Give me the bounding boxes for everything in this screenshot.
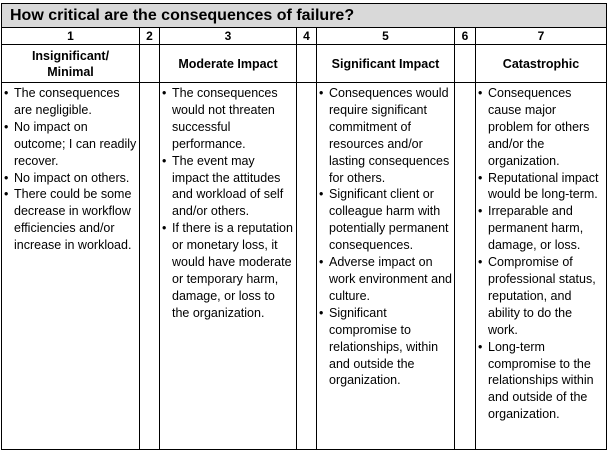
bullet-item: • No impact on outcome; I can readily recover. — [4, 119, 137, 170]
description-empty-2 — [140, 83, 160, 449]
heading-insignificant-text: Insignificant/ Minimal — [31, 48, 110, 79]
description-catastrophic — [476, 83, 606, 449]
heading-moderate-text: Moderate Impact — [178, 56, 278, 71]
heading-empty-4 — [297, 45, 317, 82]
scale-number-7: 7 — [537, 29, 545, 43]
scale-number-6: 6 — [455, 28, 476, 44]
description-moderate — [160, 83, 297, 449]
bullet-item: • Significant client or colleague harm with potentially permanent consequences. — [319, 186, 452, 254]
heading-significant-text: Significant Impact — [331, 56, 440, 71]
description-insignificant — [2, 83, 140, 449]
bullet-item: • Reputational impact would be long-term. — [478, 170, 604, 204]
bullet-item: • Adverse impact on work environment and culture. — [319, 254, 452, 305]
description-empty-6 — [455, 83, 476, 449]
heading-insignificant — [2, 45, 140, 82]
bullet-item: • Irreparable and permanent harm, damage, or loss. — [478, 203, 604, 254]
bullet-item: • Compromise of professional status, reputation, and ability to do the work. — [478, 254, 604, 339]
heading-row — [2, 45, 606, 83]
description-row — [2, 83, 606, 449]
heading-empty-2 — [140, 45, 160, 82]
scale-number-5: 5 — [317, 28, 455, 44]
description-significant — [317, 83, 455, 449]
heading-catastrophic-text: Catastrophic — [502, 56, 580, 71]
scale-number-row — [2, 28, 606, 45]
bullet-item: • No impact on others. — [4, 170, 137, 187]
bullet-item: • There could be some decrease in workflow efficiencies and/or increase in workload. — [4, 186, 137, 254]
bullet-item: • The event may impact the attitudes and workload of self and/or others. — [162, 153, 294, 221]
bullet-item: • If there is a reputation or monetary loss, it would have moderate or temporary harm, damage, or loss to the organization. — [162, 220, 294, 321]
bullet-item: • Consequences cause major problem for others and/or the organization. — [478, 85, 604, 170]
heading-empty-6 — [455, 45, 476, 82]
description-empty-4 — [297, 83, 317, 449]
scale-number-2: 2 — [140, 28, 160, 44]
heading-significant — [317, 45, 455, 82]
bullet-item: • The consequences are negligible. — [4, 85, 137, 119]
heading-moderate — [160, 45, 297, 82]
criticality-table — [1, 3, 607, 450]
bullet-list — [476, 83, 606, 423]
bullet-item: • The consequences would not threaten successful performance. — [162, 85, 294, 153]
heading-catastrophic — [476, 45, 606, 82]
bullet-item: • Long-term compromise to the relationships within and outside of the organization. — [478, 339, 604, 424]
table-title: How critical are the consequences of failure? — [2, 4, 606, 28]
bullet-list — [2, 83, 139, 254]
bullet-item: • Consequences would require significant commitment of resources and/or lasting consequences for others. — [319, 85, 452, 186]
scale-number-3: 3 — [160, 28, 297, 44]
bullet-item: • Significant compromise to relationships, within and outside the organization. — [319, 305, 452, 390]
bullet-list — [160, 83, 296, 322]
bullet-list — [317, 83, 454, 389]
scale-number-4: 4 — [297, 28, 317, 44]
scale-number-1: 1 — [2, 28, 140, 44]
